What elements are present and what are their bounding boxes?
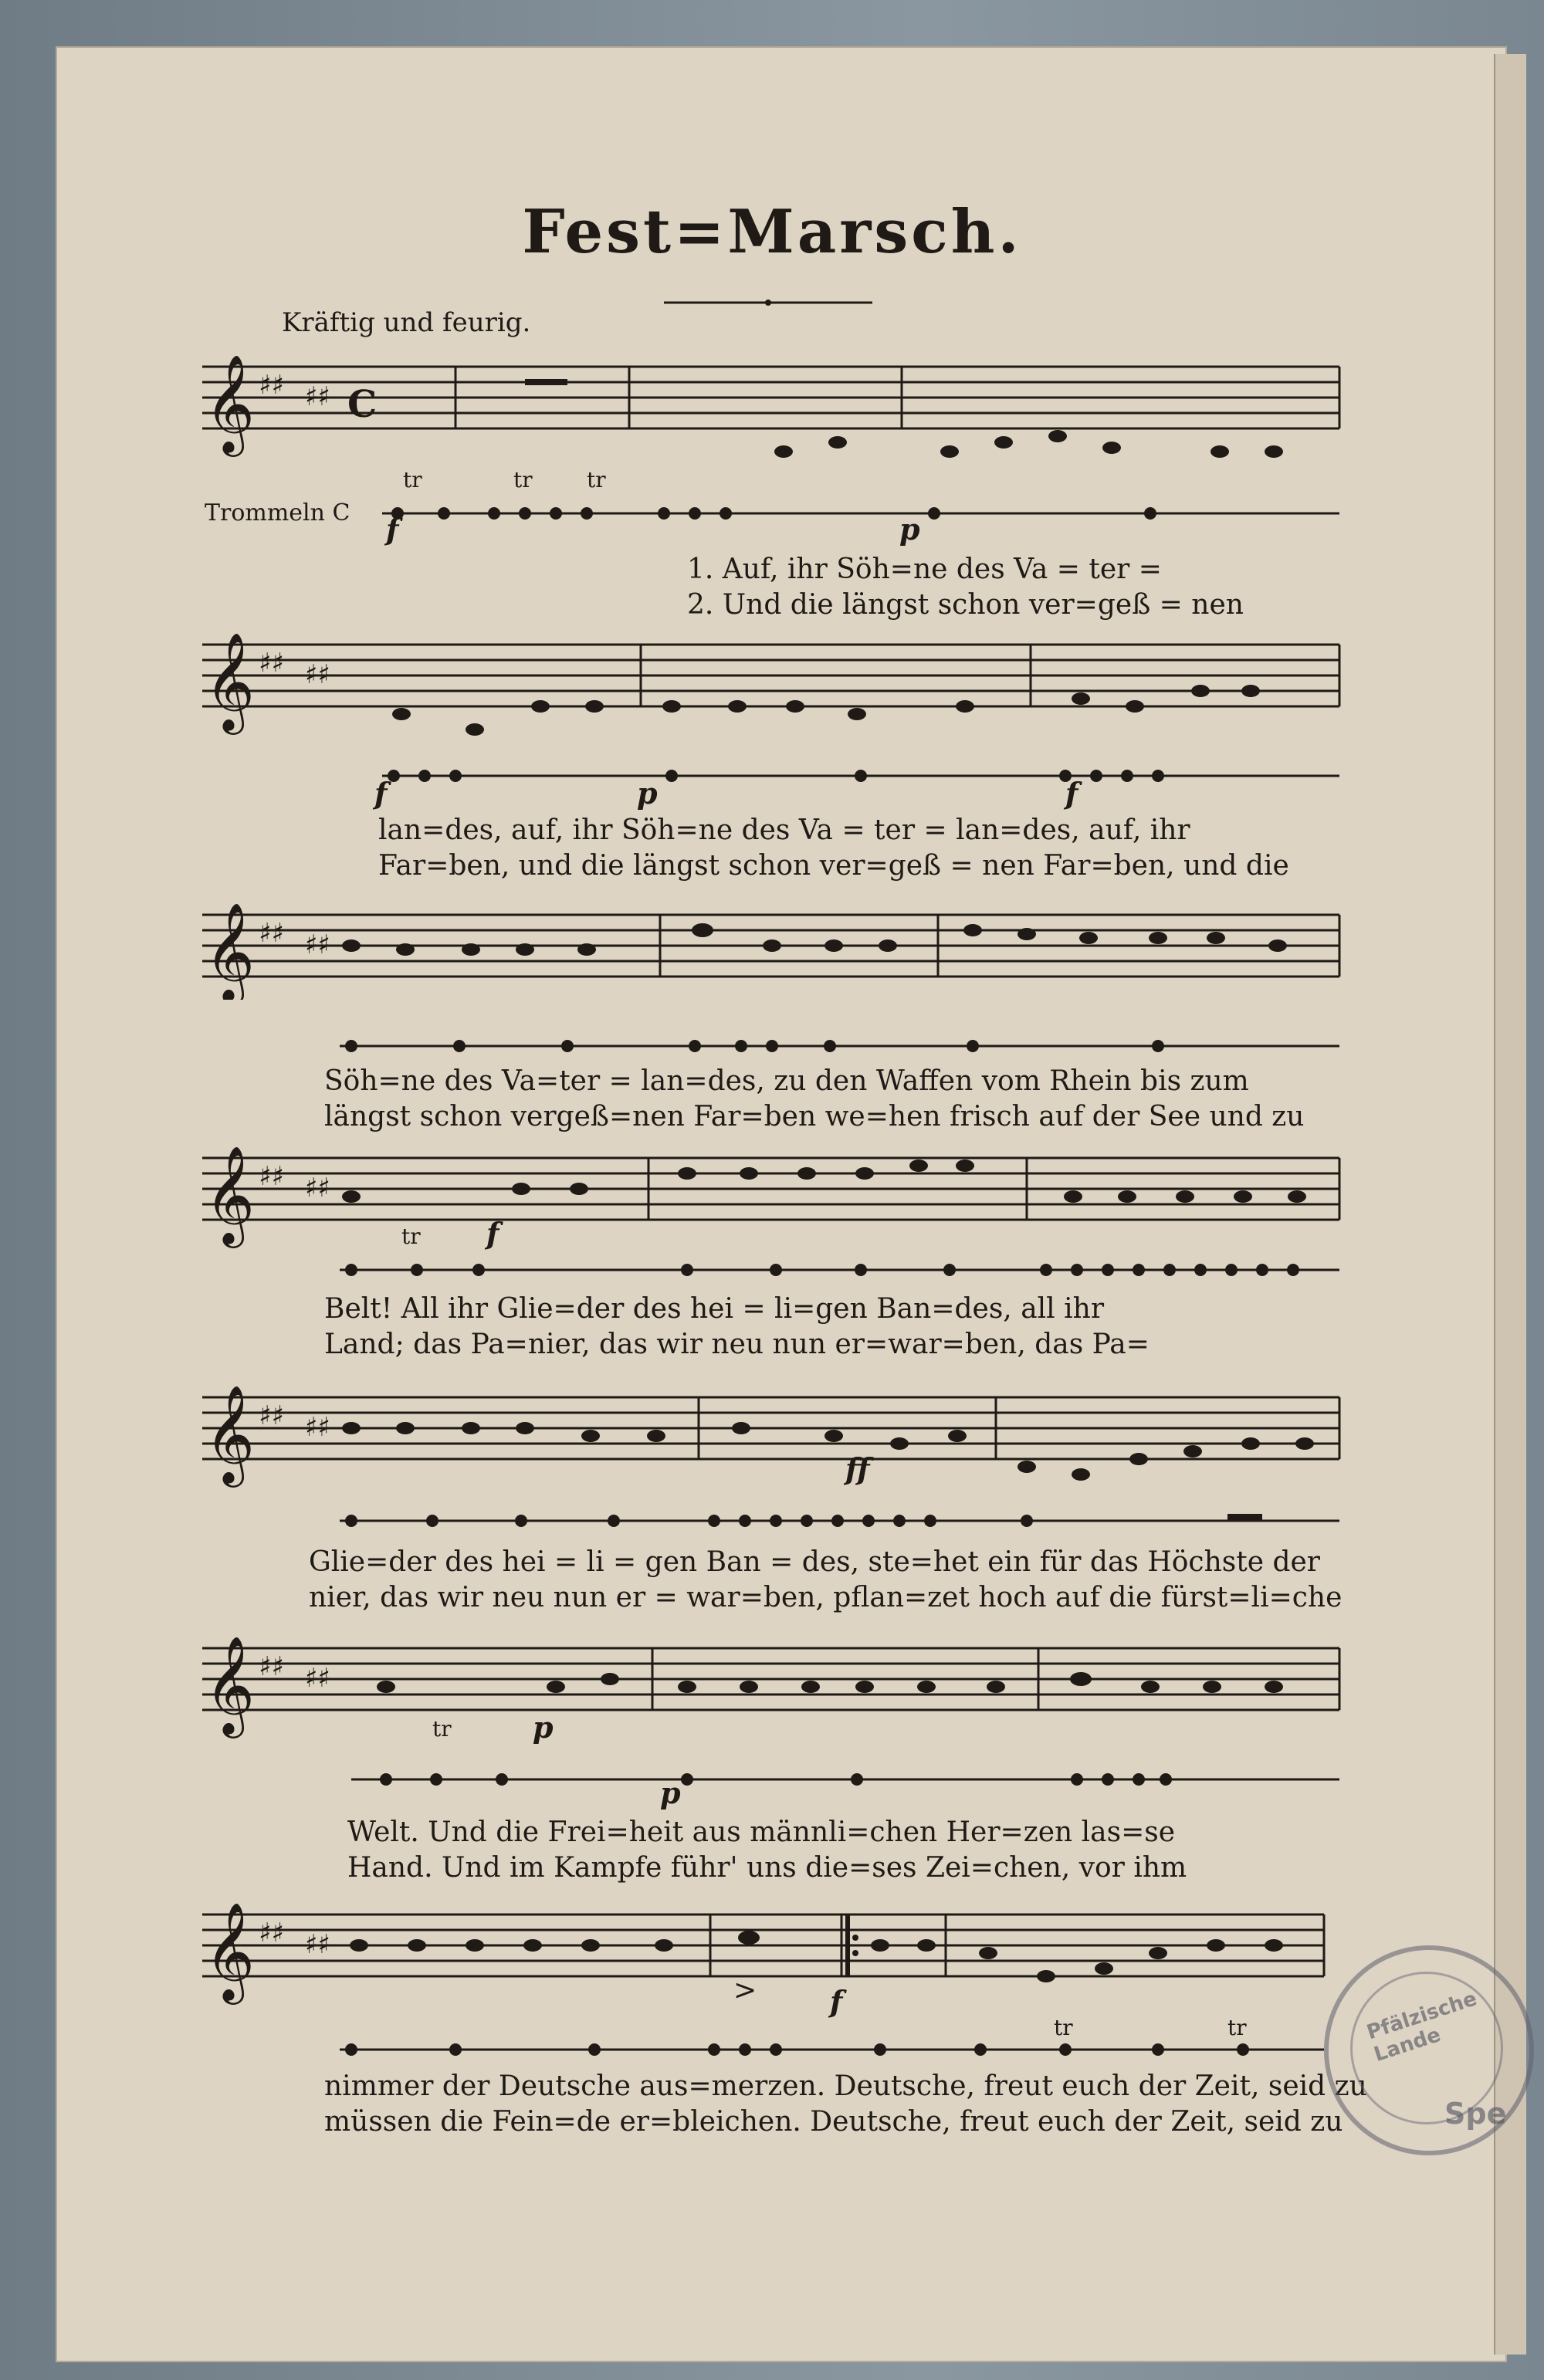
- svg-text:♯♯: ♯♯: [305, 381, 330, 412]
- lyric-verse-2: Land; das Pa=nier, das wir neu nun er=war=ben, das Pa=: [324, 1329, 1150, 1360]
- svg-text:♯♯: ♯♯: [305, 1173, 330, 1204]
- svg-text:♯♯: ♯♯: [259, 918, 284, 949]
- lyric-verse-2: nier, das wir neu nun er = war=ben, pflan=zet hoch auf die fürst=li=che: [309, 1582, 1343, 1613]
- melody-staff: [0, 1899, 1544, 2015]
- svg-text:♯♯: ♯♯: [305, 1929, 330, 1960]
- svg-text:♯♯: ♯♯: [305, 1663, 330, 1694]
- drum-staff: [0, 2030, 1544, 2069]
- lyric-verse-1: Belt! All ihr Glie=der des hei = li=gen Ban=des, all ihr: [324, 1293, 1105, 1325]
- tempo-marking: Kräftig und feurig.: [282, 307, 531, 338]
- dynamic-forte: f: [486, 1216, 499, 1251]
- drum-staff: [0, 1031, 1544, 1069]
- dynamic-piano: p: [533, 1710, 554, 1745]
- svg-text:𝄞: 𝄞: [205, 1384, 256, 1483]
- trill-mark: tr: [513, 467, 533, 493]
- title-ornament-rule: [664, 300, 872, 306]
- trill-mark: tr: [1054, 2015, 1073, 2040]
- dynamic-piano: p: [637, 776, 658, 811]
- lyric-verse-2: Far=ben, und die längst schon ver=geß = nen Far=ben, und die: [378, 850, 1289, 882]
- svg-text:♯♯: ♯♯: [259, 1161, 284, 1192]
- dynamic-fortissimo: ff: [845, 1451, 870, 1486]
- lyric-verse-2: längst schon vergeß=nen Far=ben we=hen frisch auf der See und zu: [324, 1101, 1305, 1132]
- drum-staff: [0, 1760, 1544, 1799]
- svg-text:♯♯: ♯♯: [305, 1412, 330, 1443]
- svg-text:𝄞: 𝄞: [205, 1901, 256, 2000]
- drum-part-label: Trommeln C: [205, 499, 350, 526]
- trill-mark: tr: [403, 467, 422, 493]
- drum-staff: [0, 1251, 1544, 1289]
- svg-text:𝄞: 𝄞: [205, 354, 256, 452]
- svg-text:♯♯: ♯♯: [259, 1918, 284, 1948]
- page-title: Fest=Marsch.: [522, 197, 1022, 267]
- dynamic-forte: f: [830, 1984, 843, 2019]
- melody-staff: [0, 1143, 1544, 1251]
- dynamic-piano: p: [899, 512, 920, 547]
- lyric-verse-2: müssen die Fein=de er=bleichen. Deutsche, freut euch der Zeit, seid zu: [324, 2106, 1343, 2138]
- lyric-verse-1: lan=des, auf, ihr Söh=ne des Va = ter = lan=des, auf, ihr: [378, 814, 1190, 846]
- svg-text:𝄞: 𝄞: [205, 631, 256, 730]
- trill-mark: tr: [432, 1716, 452, 1742]
- lyric-verse-2: Hand. Und im Kampfe führ' uns die=ses Zei=chen, vor ihm: [347, 1852, 1187, 1884]
- stamp-text-top: Pfälzische Lande: [1363, 1987, 1480, 2067]
- trill-mark: tr: [587, 467, 606, 493]
- melody-staff: [0, 1633, 1544, 1749]
- svg-text:C: C: [347, 383, 378, 426]
- lyric-verse-1: Söh=ne des Va=ter = lan=des, zu den Waffen vom Rhein bis zum: [324, 1065, 1249, 1097]
- svg-text:♯♯: ♯♯: [305, 929, 330, 960]
- svg-text:♯♯: ♯♯: [259, 1651, 284, 1682]
- trill-mark: tr: [401, 1224, 421, 1249]
- dynamic-forte: f: [386, 512, 399, 547]
- drum-staff: [0, 486, 1544, 533]
- lyric-verse-1: Glie=der des hei = li = gen Ban = des, ste=het ein für das Höchste der: [309, 1546, 1321, 1578]
- lyric-verse-1: nimmer der Deutsche aus=merzen. Deutsche, freut euch der Zeit, seid zu: [324, 2070, 1367, 2102]
- stamp-text-bottom: Spe: [1444, 2097, 1507, 2131]
- lyric-verse-1: Welt. Und die Frei=heit aus männli=chen Her=zen las=se: [347, 1816, 1176, 1848]
- melody-staff: [0, 892, 1544, 1000]
- dynamic-forte: f: [374, 776, 388, 811]
- svg-text:>: >: [733, 1975, 757, 2006]
- svg-text:𝄞: 𝄞: [205, 1145, 256, 1244]
- melody-staff: [0, 351, 1544, 482]
- dynamic-piano: p: [660, 1776, 681, 1810]
- lyric-verse-1: 1. Auf, ihr Söh=ne des Va = ter =: [687, 554, 1162, 585]
- melody-staff: [0, 629, 1544, 737]
- library-stamp: [1324, 1945, 1534, 2155]
- svg-text:𝄞: 𝄞: [205, 1635, 256, 1734]
- svg-text:♯♯: ♯♯: [259, 370, 284, 401]
- melody-staff: [0, 1382, 1544, 1498]
- drum-staff: [0, 1501, 1544, 1540]
- svg-text:♯♯: ♯♯: [305, 659, 330, 690]
- dynamic-forte: f: [1065, 776, 1078, 811]
- svg-text:♯♯: ♯♯: [259, 1400, 284, 1431]
- trill-mark: tr: [1227, 2015, 1247, 2040]
- drum-staff: [0, 760, 1544, 799]
- svg-text:𝄞: 𝄞: [205, 902, 256, 1000]
- lyric-verse-2: 2. Und die längst schon ver=geß = nen: [687, 589, 1244, 621]
- svg-text:♯♯: ♯♯: [259, 648, 284, 679]
